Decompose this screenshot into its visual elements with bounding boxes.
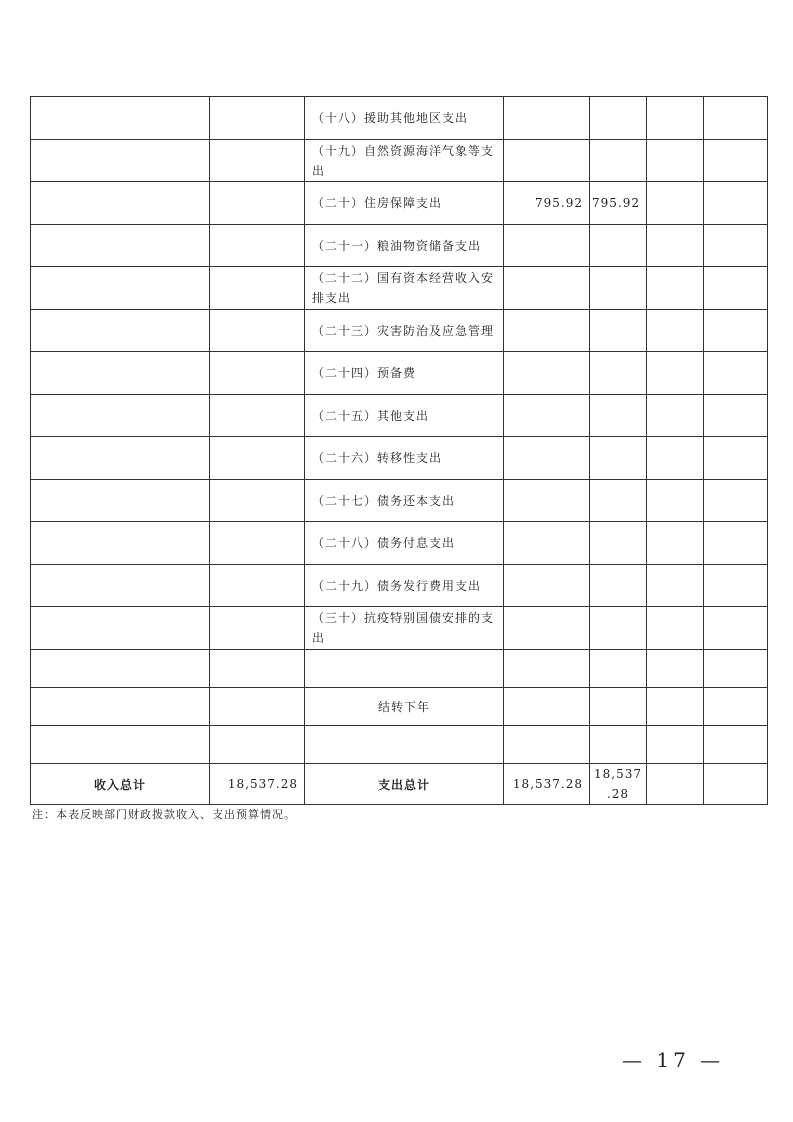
empty-cell [305,650,504,688]
empty-cell [305,726,504,764]
empty-cell [704,522,768,565]
carryover-label: 结转下年 [305,688,504,726]
expense-amount [504,480,590,522]
empty-cell [31,437,210,480]
expense-amount [504,607,590,650]
expense-item-label: （二十八）债务付息支出 [305,522,504,565]
expense-amount-general [590,565,647,607]
expense-amount [504,352,590,395]
expense-total-label: 支出总计 [305,764,504,805]
empty-cell [647,764,704,805]
empty-cell [31,726,210,764]
expense-item-label: （二十三）灾害防治及应急管理 [305,310,504,352]
empty-cell [647,310,704,352]
empty-cell [31,352,210,395]
expense-amount-general [590,225,647,267]
empty-cell [210,726,305,764]
empty-cell [704,726,768,764]
expense-total-general-value [590,764,647,805]
empty-cell [704,480,768,522]
empty-cell [31,650,210,688]
expense-amount-general [590,437,647,480]
empty-cell [704,688,768,726]
table-row [31,522,768,565]
empty-cell [647,522,704,565]
expense-amount: 795.92 [504,182,590,225]
table-row [31,395,768,437]
expense-amount-general [590,140,647,182]
empty-cell [704,225,768,267]
expense-total-value: 18,537.28 [504,764,590,805]
empty-cell [647,726,704,764]
page-number: — 17 — [622,1048,725,1072]
empty-cell [704,182,768,225]
empty-cell [704,437,768,480]
empty-cell [210,182,305,225]
table-row [31,650,768,688]
empty-cell [647,97,704,140]
expense-amount-general [590,310,647,352]
expense-item-label: （十九）自然资源海洋气象等支出 [305,140,504,182]
empty-cell [704,650,768,688]
expense-amount [504,267,590,310]
empty-cell [210,267,305,310]
empty-cell [31,688,210,726]
empty-cell [647,650,704,688]
table-row [31,726,768,764]
empty-cell [31,225,210,267]
empty-cell [704,395,768,437]
empty-cell [647,225,704,267]
empty-cell [647,182,704,225]
table-row [31,182,768,225]
expense-item-label: （二十九）债务发行费用支出 [305,565,504,607]
income-total-label: 收入总计 [31,764,210,805]
table-row [31,607,768,650]
table-row [31,437,768,480]
empty-cell [31,522,210,565]
table-row [31,310,768,352]
budget-table [30,96,768,805]
expense-item-label: （二十一）粮油物资储备支出 [305,225,504,267]
expense-amount [504,522,590,565]
expense-item-label: （二十六）转移性支出 [305,437,504,480]
empty-cell [210,522,305,565]
expense-amount [504,437,590,480]
table-row [31,480,768,522]
expense-amount-general: 795.92 [590,182,647,225]
income-total-value: 18,537.28 [210,764,305,805]
empty-cell [31,480,210,522]
expense-total-general-line1: 18,537 [594,767,642,781]
table-note: 注：本表反映部门财政拨款收入、支出预算情况。 [32,808,296,821]
empty-cell [31,97,210,140]
empty-cell [210,688,305,726]
empty-cell [647,437,704,480]
expense-amount-general [590,97,647,140]
empty-cell [704,352,768,395]
empty-cell [704,565,768,607]
empty-cell [504,688,590,726]
empty-cell [210,97,305,140]
table-row [31,140,768,182]
empty-cell [31,267,210,310]
empty-cell [647,267,704,310]
empty-cell [704,764,768,805]
table-row [31,97,768,140]
empty-cell [31,182,210,225]
empty-cell [31,607,210,650]
empty-cell [590,688,647,726]
empty-cell [590,650,647,688]
expense-item-label: （二十）住房保障支出 [305,182,504,225]
expense-total-general-line2: .28 [606,787,630,801]
table-row [31,352,768,395]
empty-cell [704,310,768,352]
empty-cell [647,565,704,607]
expense-item-label: （二十五）其他支出 [305,395,504,437]
expense-amount-general [590,352,647,395]
empty-cell [210,480,305,522]
expense-item-label: （二十二）国有资本经营收入安排支出 [305,267,504,310]
empty-cell [210,310,305,352]
expense-amount-general [590,395,647,437]
expense-amount-general [590,522,647,565]
expense-amount-general [590,267,647,310]
expense-amount [504,395,590,437]
totals-row [31,764,768,805]
expense-item-label: （三十）抗疫特别国债安排的支出 [305,607,504,650]
empty-cell [210,140,305,182]
empty-cell [504,726,590,764]
empty-cell [31,565,210,607]
empty-cell [210,607,305,650]
expense-amount [504,97,590,140]
empty-cell [704,607,768,650]
empty-cell [647,480,704,522]
empty-cell [704,97,768,140]
empty-cell [31,140,210,182]
expense-amount [504,565,590,607]
table-row [31,267,768,310]
empty-cell [590,726,647,764]
empty-cell [704,140,768,182]
expense-item-label: （十八）援助其他地区支出 [305,97,504,140]
empty-cell [210,352,305,395]
table-row [31,688,768,726]
empty-cell [210,437,305,480]
empty-cell [210,395,305,437]
empty-cell [210,565,305,607]
empty-cell [647,140,704,182]
expense-item-label: （二十七）债务还本支出 [305,480,504,522]
empty-cell [31,395,210,437]
table-row [31,225,768,267]
expense-amount [504,310,590,352]
empty-cell [647,607,704,650]
empty-cell [210,225,305,267]
table-row [31,565,768,607]
expense-item-label: （二十四）预备费 [305,352,504,395]
empty-cell [647,352,704,395]
expense-amount-general [590,480,647,522]
expense-amount-general [590,607,647,650]
empty-cell [31,310,210,352]
empty-cell [504,650,590,688]
empty-cell [704,267,768,310]
empty-cell [647,688,704,726]
table-body [31,97,768,805]
empty-cell [647,395,704,437]
expense-amount [504,140,590,182]
empty-cell [210,650,305,688]
expense-amount [504,225,590,267]
